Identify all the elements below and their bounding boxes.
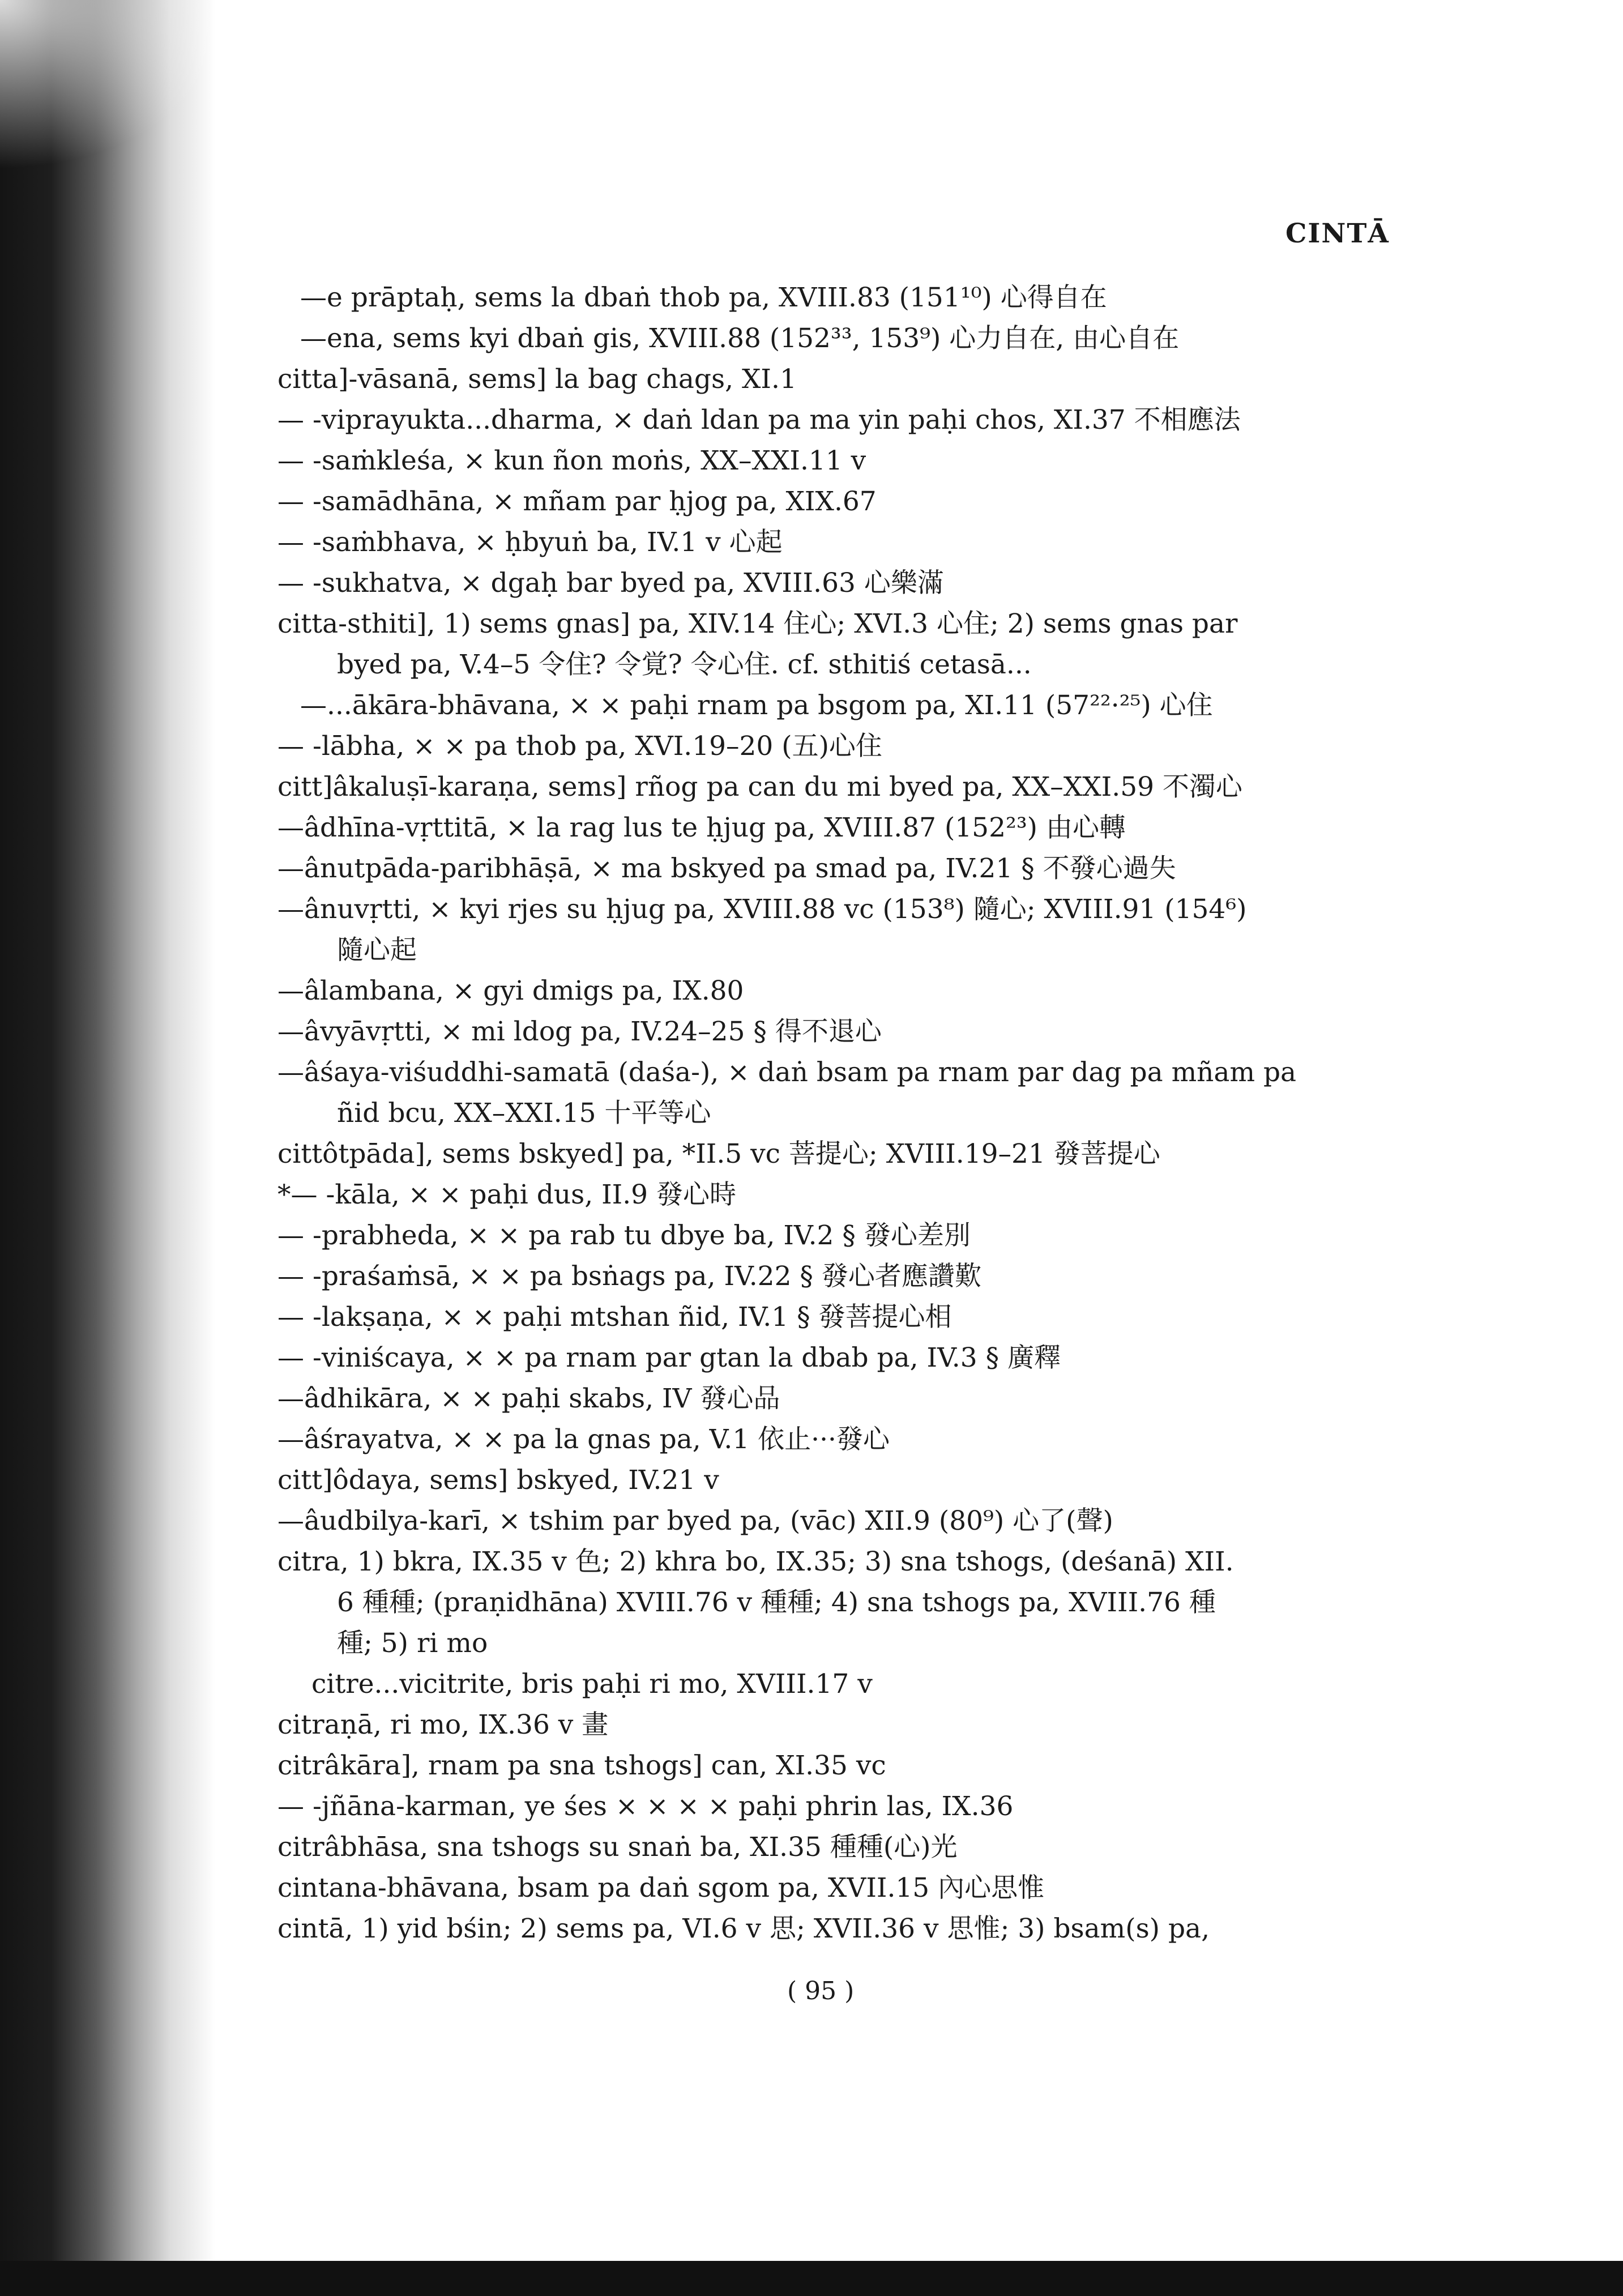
dictionary-entry: cintana-bhāvana, bsam pa daṅ sgom pa, XVII.15 內心思惟 [277, 1872, 1045, 1904]
running-head: CINTĀ [1285, 218, 1390, 249]
dictionary-entry: —ânutpāda-paribhāṣā, × ma bskyed pa smad pa, IV.21 § 不發心過失 [277, 853, 1176, 884]
dictionary-entry: —e prāptaḥ, sems la dbaṅ thob pa, XVIII.83 (151¹⁰) 心得自在 [300, 282, 1107, 313]
dictionary-entry: —âśrayatva, × × pa la gnas pa, V.1 依止···發心 [277, 1424, 890, 1455]
dictionary-entry: —ena, sems kyi dbaṅ gis, XVIII.88 (152³³, 153⁹) 心力自在, 由心自在 [300, 323, 1180, 354]
dictionary-entry: citt]ôdaya, sems] bskyed, IV.21 v [277, 1465, 719, 1496]
scan-bottom-edge [0, 2261, 1623, 2296]
dictionary-entry: citre...vicitrite, bris paḥi ri mo, XVIII.17 v [311, 1668, 873, 1700]
dictionary-entry: — -lakṣaṇa, × × paḥi mtshan ñid, IV.1 § 發菩提心相 [277, 1301, 952, 1333]
dictionary-entry: —âlambana, × gyi dmigs pa, IX.80 [277, 975, 744, 1006]
dictionary-entry: —âdhīna-vṛttitā, × la rag lus te ḥjug pa, XVIII.87 (152²³) 由心轉 [277, 812, 1126, 843]
dictionary-entry: — -sukhatva, × dgaḥ bar byed pa, XVIII.63 心樂滿 [277, 567, 944, 599]
scan-edge-highlight [0, 0, 238, 170]
dictionary-entry: citta-sthiti], 1) sems gnas] pa, XIV.14 住心; XVI.3 心住; 2) sems gnas par [277, 608, 1238, 639]
dictionary-entry: — -viniścaya, × × pa rnam par gtan la dbab pa, IV.3 § 廣釋 [277, 1342, 1061, 1373]
dictionary-entry: — -jñāna-karman, ye śes × × × × paḥi phrin las, IX.36 [277, 1791, 1014, 1822]
dictionary-entry: — -lābha, × × pa thob pa, XVI.19–20 (五)心住 [277, 731, 882, 762]
dictionary-entry: citraṇā, ri mo, IX.36 v 畫 [277, 1709, 609, 1740]
dictionary-entry: citta]-vāsanā, sems] la bag chags, XI.1 [277, 364, 797, 395]
dictionary-entry: — -viprayukta...dharma, × daṅ ldan pa ma yin paḥi chos, XI.37 不相應法 [277, 404, 1241, 436]
scan-edge-shadow [0, 0, 215, 2296]
dictionary-entry: citrâkāra], rnam pa sna tshogs] can, XI.35 vc [277, 1750, 886, 1781]
dictionary-entry: — -prabheda, × × pa rab tu dbye ba, IV.2 § 發心差別 [277, 1220, 971, 1251]
dictionary-entry: — -saṁkleśa, × kun ñon moṅs, XX–XXI.11 v [277, 445, 866, 476]
dictionary-entry: —âvyāvṛtti, × mi ldog pa, IV.24–25 § 得不退心 [277, 1016, 882, 1047]
entry-continuation: byed pa, V.4–5 令住? 令覚? 令心住. cf. sthitiś cetasā... [337, 649, 1032, 680]
page-number: ( 95 ) [787, 1977, 855, 2005]
dictionary-entry: — -samādhāna, × mñam par ḥjog pa, XIX.67 [277, 486, 877, 517]
dictionary-entry: —ânuvṛtti, × kyi rjes su ḥjug pa, XVIII.88 vc (153⁸) 隨心; XVIII.91 (154⁶) [277, 894, 1247, 925]
dictionary-entry: —...ākāra-bhāvana, × × paḥi rnam pa bsgom pa, XI.11 (57²²·²⁵) 心住 [300, 690, 1213, 721]
dictionary-entry: — -saṁbhava, × ḥbyuṅ ba, IV.1 v 心起 [277, 527, 783, 558]
dictionary-entry: —âdhikāra, × × paḥi skabs, IV 發心品 [277, 1383, 780, 1414]
dictionary-entry: cintā, 1) yid bśin; 2) sems pa, VI.6 v 思; XVII.36 v 思惟; 3) bsam(s) pa, [277, 1913, 1210, 1944]
dictionary-entry: cittôtpāda], sems bskyed] pa, *II.5 vc 菩提心; XVIII.19–21 發菩提心 [277, 1138, 1160, 1170]
dictionary-page [277, 278, 1399, 1949]
entry-continuation: ñid bcu, XX–XXI.15 十平等心 [337, 1098, 711, 1129]
dictionary-entry: —âśaya-viśuddhi-samatā (daśa-), × daṅ bsam pa rnam par dag pa mñam pa [277, 1057, 1297, 1088]
dictionary-entry: *— -kāla, × × paḥi dus, II.9 發心時 [277, 1179, 737, 1210]
dictionary-entry: —âudbilya-karī, × tshim par byed pa, (vāc) XII.9 (80⁹) 心了(聲) [277, 1505, 1113, 1537]
dictionary-entry: citt]âkaluṣī-karaṇa, sems] rñog pa can du mi byed pa, XX–XXI.59 不濁心 [277, 771, 1242, 803]
dictionary-entry: citrâbhāsa, sna tshogs su snaṅ ba, XI.35 種種(心)光 [277, 1832, 958, 1863]
entry-continuation: 種; 5) ri mo [337, 1628, 488, 1659]
dictionary-entry: — -praśaṁsā, × × pa bsṅags pa, IV.22 § 發心者應讚歎 [277, 1261, 981, 1292]
entry-continuation: 隨心起 [337, 934, 417, 966]
entry-continuation: 6 種種; (praṇidhāna) XVIII.76 v 種種; 4) sna tshogs pa, XVIII.76 種 [337, 1587, 1216, 1618]
dictionary-entry: citra, 1) bkra, IX.35 v 色; 2) khra bo, IX.35; 3) sna tshogs, (deśanā) XII. [277, 1546, 1234, 1577]
